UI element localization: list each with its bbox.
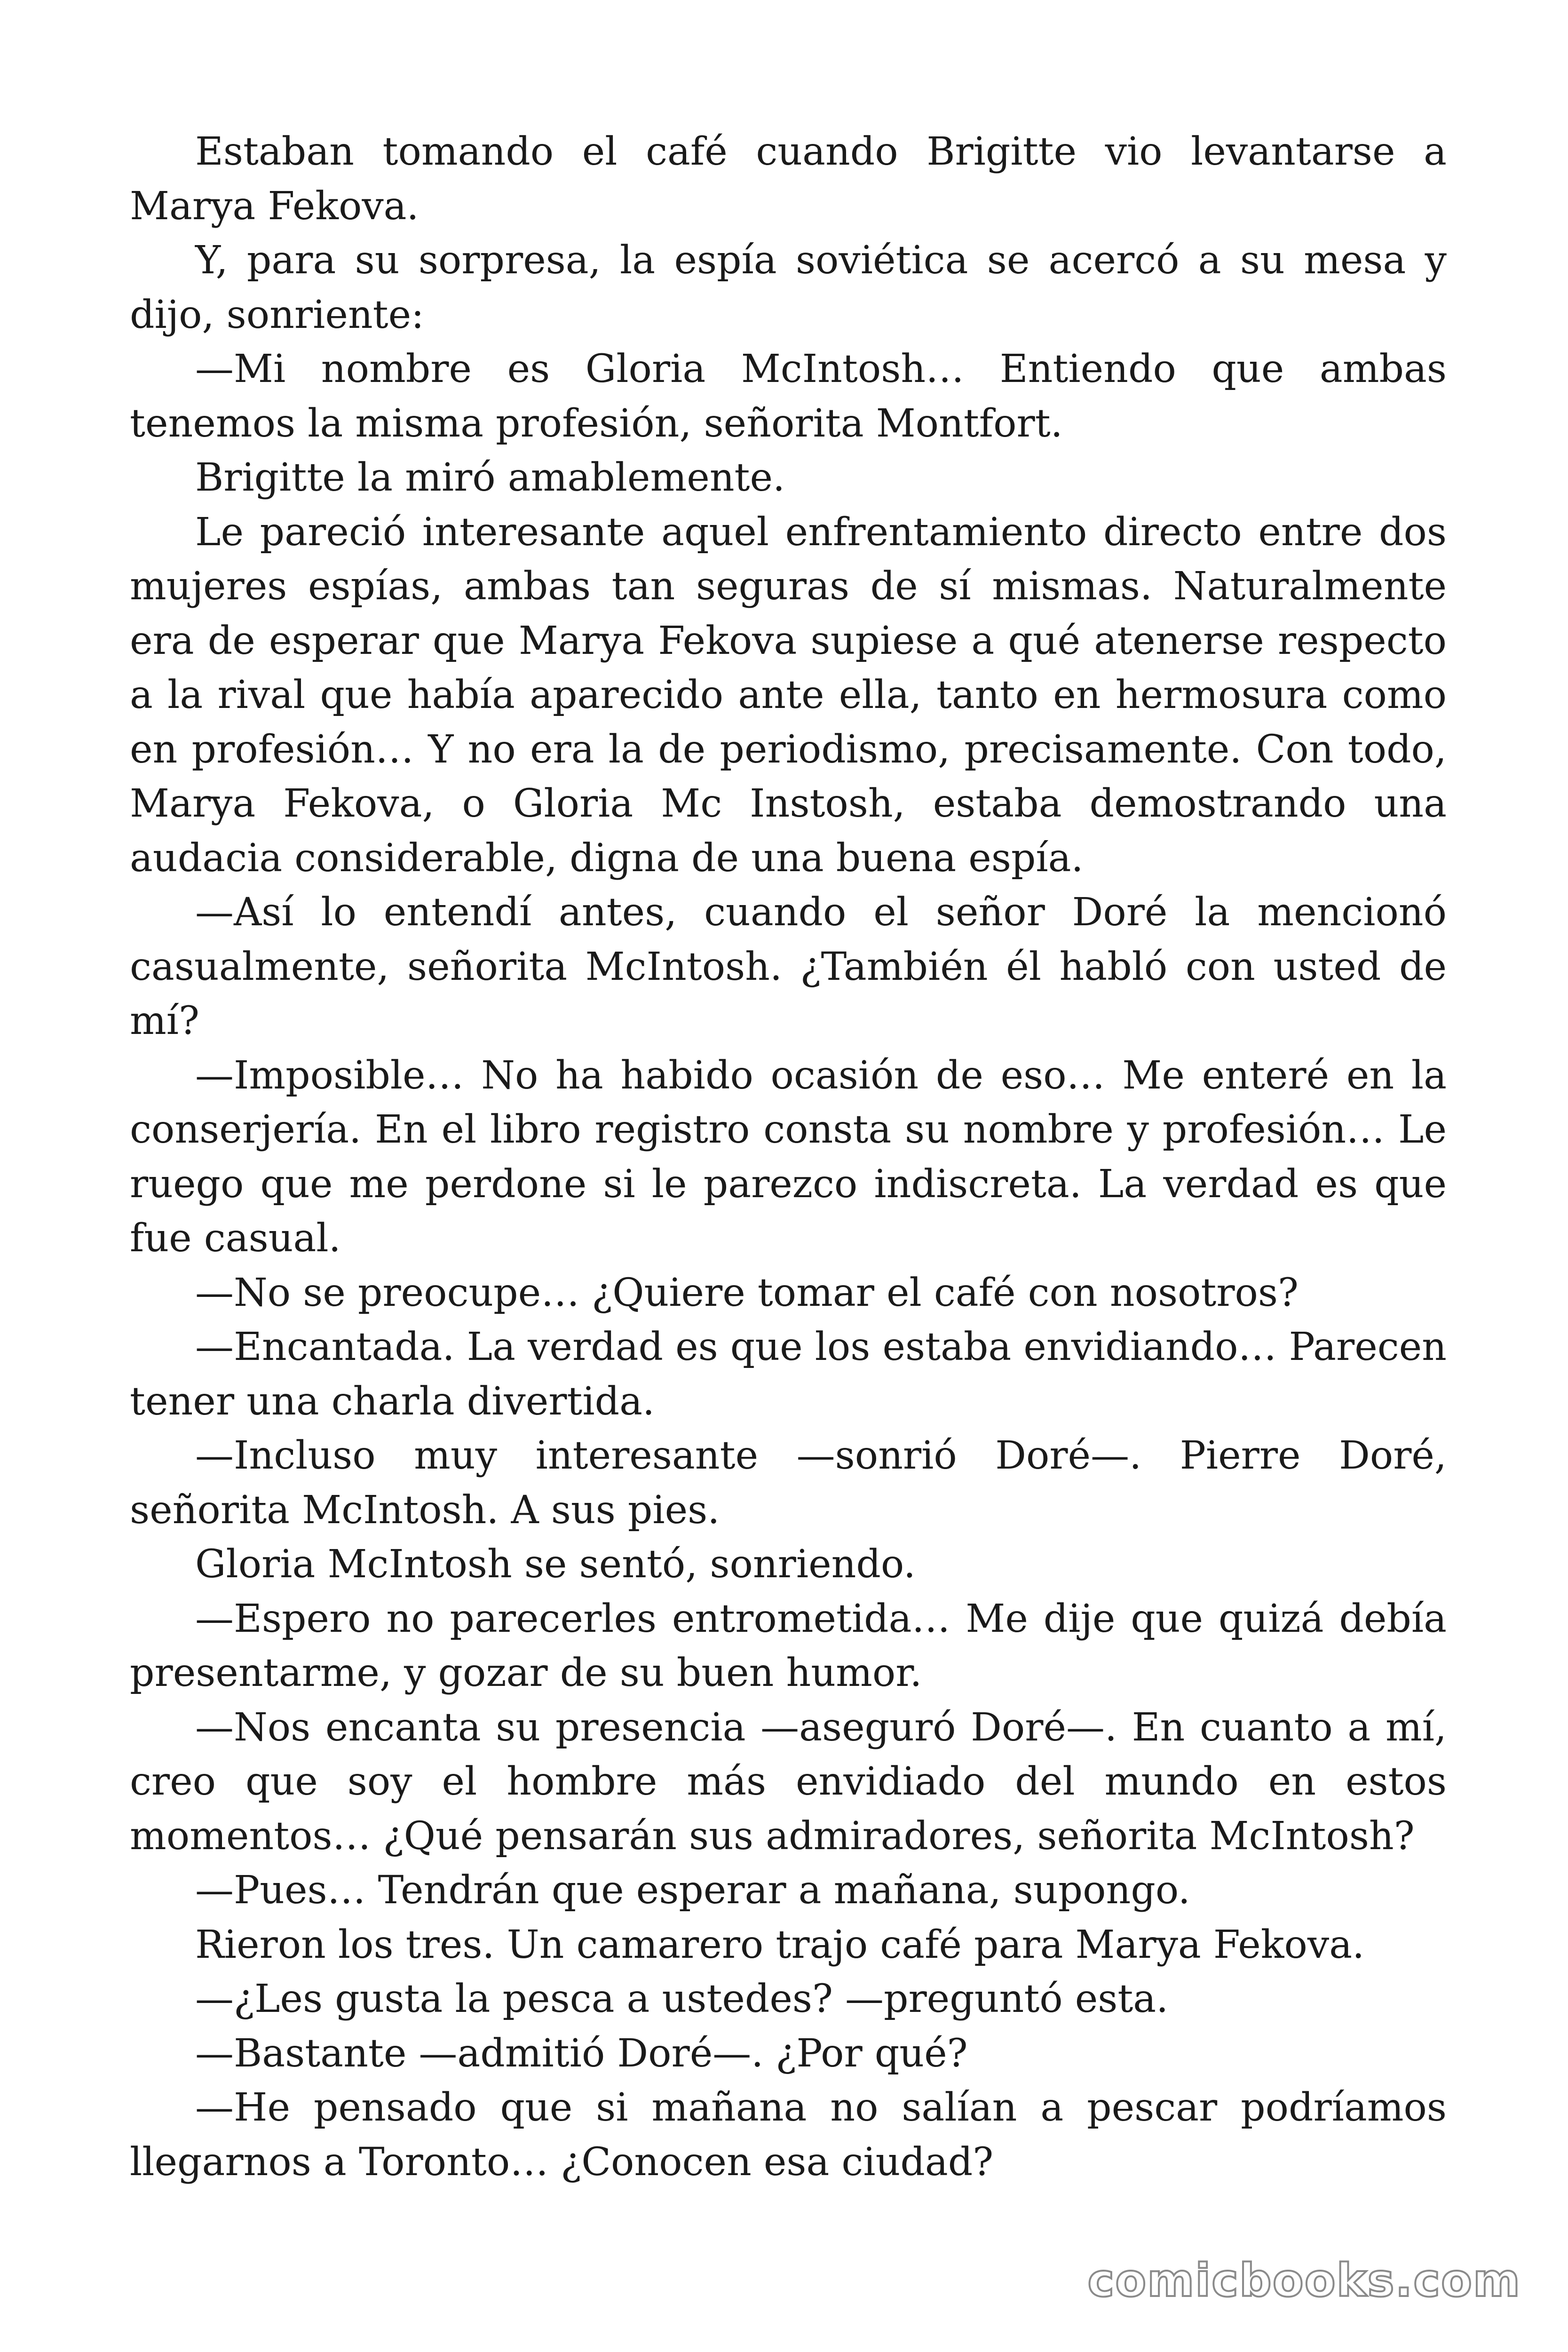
- paragraph: Rieron los tres. Un camarero trajo café para Marya Fekova.: [195, 1922, 1365, 1967]
- paragraph: —Nos encanta su presencia —aseguró Doré—. En cuanto a mí, creo que soy el hombre más envidiado del mundo en estos momentos… ¿Qué pensarán sus admiradores, señorita McIntosh?: [130, 1705, 1447, 1859]
- paragraph: Brigitte la miró amablemente.: [195, 455, 785, 500]
- paragraph: Y, para su sorpresa, la espía soviética se acercó a su mesa y dijo, sonriente:: [130, 238, 1447, 337]
- paragraph: —Bastante —admitió Doré—. ¿Por qué?: [195, 2031, 968, 2076]
- paragraph: —¿Les gusta la pesca a ustedes? —preguntó esta.: [195, 1977, 1169, 2021]
- paragraph: —Encantada. La verdad es que los estaba envidiando… Parecen tener una charla divertida.: [130, 1325, 1447, 1424]
- watermark: comicbooks.com: [1087, 2254, 1521, 2307]
- paragraph: Estaban tomando el café cuando Brigitte vio levantarse a Marya Fekova.: [130, 129, 1447, 229]
- paragraph: —Así lo entendí antes, cuando el señor Doré la mencionó casualmente, señorita McIntosh. ¿También él habló con usted de mí?: [130, 890, 1447, 1043]
- paragraph: —Pues… Tendrán que esperar a mañana, supongo.: [195, 1868, 1190, 1913]
- paragraph: —No se preocupe… ¿Quiere tomar el café con nosotros?: [195, 1270, 1299, 1315]
- paragraph: —Espero no parecerles entrometida… Me dije que quizá debía presentarme, y gozar de su buen humor.: [130, 1596, 1447, 1695]
- page-body: [130, 125, 1447, 2189]
- paragraph: —He pensado que si mañana no salían a pescar podríamos llegarnos a Toronto… ¿Conocen esa ciudad?: [130, 2085, 1447, 2185]
- paragraph: —Incluso muy interesante —sonrió Doré—. Pierre Doré, señorita McIntosh. A sus pies.: [130, 1433, 1447, 1533]
- paragraph: Le pareció interesante aquel enfrentamiento directo entre dos mujeres espías, ambas tan seguras de sí mismas. Naturalmente era de esperar que Marya Fekova supiese a qué atenerse respecto a la rival que había aparecido ante ella, tanto en hermosura como en profesión… Y no era la de periodismo, precisamente. Con todo, Marya Fekova, o Gloria Mc Instosh, estaba demostrando una audacia considerable, digna de una buena espía.: [130, 509, 1447, 881]
- paragraph: —Imposible… No ha habido ocasión de eso… Me enteré en la conserjería. En el libro registro consta su nombre y profesión… Le ruego que me perdone si le parezco indiscreta. La verdad es que fue casual.: [130, 1053, 1447, 1261]
- paragraph: —Mi nombre es Gloria McIntosh… Entiendo que ambas tenemos la misma profesión, señorita Montfort.: [130, 347, 1447, 446]
- paragraph: Gloria McIntosh se sentó, sonriendo.: [195, 1542, 916, 1587]
